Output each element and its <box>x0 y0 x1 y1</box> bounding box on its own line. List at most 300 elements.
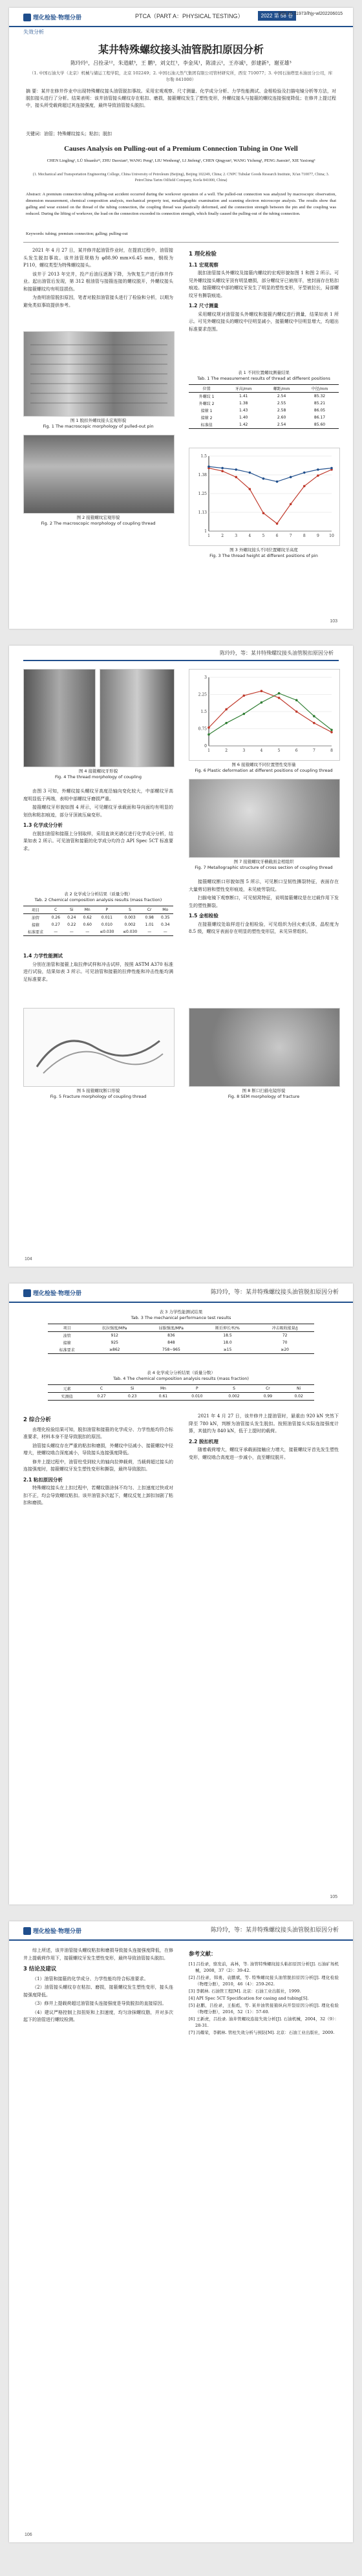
logo-mark-icon <box>23 1927 31 1935</box>
table-cell: ≥862 <box>109 1348 120 1352</box>
table-header-cell: 项目 <box>23 906 48 914</box>
data-point <box>290 476 292 479</box>
figure-7-caption <box>189 859 339 871</box>
affiliations-en: (1. Mechanical and Transportation Engineering College, China University of Petroleum (Beijing), Beijing 102249, China; 2. CNPC Tubular Goods Research Institute, Xi'an 710077, China; 3. PetroChina Tarim Oilfield Company, Korla 841000, China) <box>32 173 330 182</box>
page-4 <box>9 1921 353 2542</box>
doi: DOI:10.11973/lhjy-wl202206015 <box>278 12 343 16</box>
journal-header <box>9 1921 353 1941</box>
table-row <box>189 407 339 414</box>
abstract-cn: 摘 要：某井在修井作业中出现特殊螺纹接头油管脱扣事故。采用宏观观察、尺寸测量、化学成分分析、力学性能测试、金相检验及扫描电镜分析等方法，对脱扣接头进行了分析。结果表明：该井油管接头螺纹存在粘扣、磨损，接箍螺纹发生了塑性变形，外螺纹接头与接箍的螺纹连接强度降低；在修井上提过程中，接头所受载荷超过其连接强度，最终导致油管接头脱扣。 <box>26 89 336 108</box>
table-header-cell: P <box>178 1385 215 1393</box>
section-heading: 2 综合分析 <box>23 1417 51 1423</box>
paper-title-en: Causes Analysis on Pulling-out of a Premium Connection Tubing in One Well <box>64 145 298 153</box>
table-row <box>48 1393 314 1401</box>
table-header-cell: C <box>86 1385 117 1393</box>
table-cell: 0.60 <box>83 922 92 927</box>
x-tick-label: 2 <box>225 748 228 753</box>
data-point <box>290 503 292 505</box>
y-tick-label: 1.5 <box>200 710 207 714</box>
table-header-cell: 螺距/mm <box>262 385 301 393</box>
table-cell: 油管 <box>31 916 39 921</box>
references-column <box>189 1947 339 2036</box>
subsection-heading: 2.1 粘扣原因分析 <box>23 1476 63 1483</box>
table-cell: 油管 <box>63 1334 71 1338</box>
table-cell: 实测值 <box>61 1395 73 1399</box>
caption-cn: 图 8 断口扫描电镜形貌 <box>242 1088 286 1093</box>
table-header-cell: 抗拉强度/MPa <box>86 1324 143 1332</box>
y-tick-label: 1.25 <box>198 492 207 496</box>
table-header-cell: 位置 <box>189 385 224 393</box>
table-1-caption <box>189 370 339 382</box>
table-cell: ≤0.030 <box>100 930 114 934</box>
table-cell: 0.002 <box>228 1394 240 1399</box>
table-header-cell: C <box>48 906 64 914</box>
table-cell: 外螺纹 1 <box>198 395 215 399</box>
table-header-cell: 牙高/mm <box>224 385 262 393</box>
figure-2-caption <box>23 515 173 527</box>
table-cell: 85.21 <box>314 401 326 406</box>
caption-cn: 表 4 化学成分分析结果（质量分数） <box>147 1370 215 1375</box>
authors-cn: 陈玲玲¹，吕拴录¹²，朱道献³，王 鹏³，刘文红¹，李金凤¹，陈清云¹，王亦诚¹，彭建新³，谢亚雄³ <box>70 60 292 66</box>
paragraph: 修井上提过程中，油管柱受到较大的轴向拉伸载荷，当载荷超过接头的连接强度时，接箍螺纹牙发生塑性变形和撕裂，最终导致脱扣。 <box>23 1459 173 1472</box>
paragraph: 在接箍螺纹处取样进行金相检验，可见组织为回火索氏体，晶粒度为 8.5 级，螺纹牙表面存在明显的塑性变形层，未见异常组织。 <box>189 921 339 934</box>
y-tick-label: 1.5 <box>200 454 207 459</box>
paragraph: 扫描电镜下观察断口，可见韧窝特征，说明接箍螺纹是在过载作用下发生的塑性撕裂。 <box>189 895 339 908</box>
logo-mark-icon <box>23 14 31 21</box>
conclusion-item: （4）建议严格控制上扣扭矩和上扣速度，均匀涂抹螺纹脂，并对多次起下的油管进行螺纹检测。 <box>23 2009 173 2022</box>
table-cell: 0.010 <box>101 922 112 927</box>
caption-en: Fig. 8 SEM morphology of fracture <box>228 1094 300 1099</box>
y-tick-label: 1 <box>204 529 207 534</box>
table-4-caption <box>48 1370 314 1382</box>
figure-5-caption <box>23 1088 173 1100</box>
table-cell: 0.22 <box>67 922 76 927</box>
data-point <box>249 488 251 490</box>
table-2-caption <box>23 891 173 903</box>
data-point <box>278 692 281 695</box>
table-cell: 836 <box>167 1333 175 1338</box>
left-column <box>23 1413 173 1509</box>
paragraph: 由理化检验结果可知，脱扣油管和接箍的化学成分、力学性能均符合标准要求，材料本身不是导致脱扣的原因。 <box>23 1426 173 1439</box>
issue-badge: 2022 第 58 卷 <box>258 11 296 21</box>
table-cell: 0.61 <box>158 1394 168 1399</box>
left-column <box>23 1947 173 2025</box>
table-row <box>189 393 339 400</box>
reference-item: [7] 冯耀荣，李鹤林. 管柱失效分析与预防[M]. 北京：石油工业出版社，2009. <box>189 2029 335 2035</box>
table-cell: ≥20 <box>281 1348 289 1352</box>
table-cell: 0.27 <box>97 1394 106 1399</box>
table-cell: 接箍 <box>31 923 39 928</box>
table-cell: — <box>85 930 90 934</box>
paragraph: 脱扣油管接头外螺纹及接箍内螺纹的宏观形貌如图 1 和图 2 所示。可见外螺纹接头螺纹牙顶有明显磨损，部分螺纹牙已被削平，密封面存在粘扣痕迹。接箍螺纹中部的螺纹牙发生了明显的塑性变形，牙型被拉长，局部螺纹牙有撕裂痕迹。 <box>189 270 339 298</box>
x-tick-label: 1 <box>208 748 210 753</box>
paragraph: 由图 3 可知，外螺纹接头螺纹牙高度沿轴向变化较大，中部螺纹牙高度明显低于两端，表明中部螺纹牙磨损严重。 <box>23 789 173 802</box>
caption-cn: 图 6 接箍螺纹不同位置塑性变形量 <box>231 762 296 767</box>
table-cell: 接箍 2 <box>200 416 213 420</box>
article-category: 失效分析 <box>23 29 44 35</box>
table-header-cell: Mn <box>80 906 96 914</box>
table-cell: 2.55 <box>277 401 286 406</box>
page-number: 104 <box>25 1257 32 1261</box>
table-cell: 1.38 <box>239 401 248 406</box>
table-header-cell: Mo <box>157 906 173 914</box>
paragraph: 分别在油管和接箍上取拉伸试样和冲击试样，按照 ASTM A370 标准进行试验，结果如表 3 所示。可见油管和接箍的拉伸性能和冲击性能均满足标准要求。 <box>23 961 173 982</box>
data-point <box>262 512 265 514</box>
conclusion-item: （1）油管和接箍的化学成分、力学性能均符合标准要求。 <box>32 1976 149 1981</box>
table-cell: 0.011 <box>101 915 112 920</box>
table-cell: 848 <box>167 1340 175 1345</box>
left-column <box>23 788 173 854</box>
table-2 <box>23 906 173 936</box>
series-line <box>209 693 332 735</box>
table-header-cell: Ni <box>283 1385 314 1393</box>
table-header-cell: S <box>215 1385 252 1393</box>
paragraph: 随着载荷增大，螺纹牙承载面接触应力增大，接箍螺纹牙首先发生塑性变形，螺纹啮合高度进一步减小，直至螺纹脱开。 <box>189 1447 339 1460</box>
figure-3-chart <box>189 448 340 546</box>
table-cell: 925 <box>111 1340 118 1345</box>
deformation-line-chart <box>189 670 339 760</box>
figure-8-sem <box>189 1008 340 1087</box>
affiliations-cn: （1. 中国石油大学（北京）机械与储运工程学院，北京 102249；2. 中国石油天然气集团有限公司管材研究所，西安 710077；3. 中国石油塔里木油田分公司，库尔勒 841000） <box>29 71 333 82</box>
data-point <box>330 728 333 731</box>
reference-item: [2] 吕拴录，韩勇，袁鹏斌，等. 特殊螺纹接头油管脱扣原因分析[J]. 理化检验（物理分册），2010，46（4）：259-262. <box>189 1974 339 1987</box>
paragraph: 2021 年 4 月 27 日，该井修井上提油管时，悬重由 920 kN 突然下降至 780 kN，判断为油管接头发生脱扣。按照油管接头实际连接强度计算，其值约为 840 kN，低于上提时的载荷。 <box>189 1414 339 1434</box>
table-cell: 0.62 <box>83 915 92 920</box>
paragraph: 为查明油管脱扣原因，笔者对脱扣油管接头进行了检验和分析，以期为避免类似事故提供参考。 <box>23 295 173 308</box>
figure-6-chart <box>189 669 340 761</box>
table-cell: 18.0 <box>223 1340 232 1345</box>
caption-en: Fig. 6 Plastic deformation at different positions of coupling thread <box>195 768 333 773</box>
subsection-heading: 1.2 尺寸测量 <box>189 303 218 309</box>
caption-en: Tab. 4 The chemical composition analysis results (mass fraction) <box>113 1376 249 1381</box>
table-cell: 2.54 <box>277 422 286 427</box>
caption-en: Fig. 2 The macroscopic morphology of coupling thread <box>41 521 156 526</box>
paragraph: 特殊螺纹接头在上扣过程中，若螺纹脂涂抹不均匀、上扣速度过快或对扣不正，均会导致螺纹粘扣。该井油管多次起下，螺纹反复上卸扣加剧了粘扣和磨损。 <box>23 1485 173 1505</box>
table-cell: 2.60 <box>277 415 286 420</box>
journal-header <box>9 8 353 27</box>
x-tick-label: 6 <box>275 534 279 538</box>
data-point <box>235 468 237 471</box>
page-number: 106 <box>25 2533 32 2537</box>
data-point <box>295 699 298 702</box>
figure-4a-photo <box>23 669 96 767</box>
paragraph: 采用螺纹规对油管接头外螺纹和接箍内螺纹进行测量，结果如表 1 所示。可见外螺纹接头的螺纹中径明显减小，接箍螺纹中径明显增大，均超出标准要求范围。 <box>189 311 339 332</box>
table-cell: 接箍 1 <box>200 409 213 413</box>
table-row <box>48 1332 314 1340</box>
caption-cn: 图 7 接箍螺纹牙横截面金相组织 <box>233 859 294 864</box>
logo-text: 理化检验·物理分册 <box>33 14 81 21</box>
x-tick-label: 2 <box>221 534 224 538</box>
running-title: 陈玲玲，等：某井特殊螺纹接头油管脱扣原因分析 <box>210 1289 339 1295</box>
x-tick-label: 8 <box>303 534 306 538</box>
running-title: 陈玲玲，等：某井特殊螺纹接头油管脱扣原因分析 <box>220 650 334 656</box>
references-heading: 参考文献： <box>189 1951 217 1958</box>
figure-3-caption <box>189 547 339 559</box>
journal-logo <box>23 1925 83 1936</box>
fracture-illustration <box>24 1009 174 1086</box>
table-row <box>48 1346 314 1354</box>
page-1 <box>9 8 353 629</box>
subsection-heading: 1.1 宏观观察 <box>189 261 218 268</box>
table-header-cell: P <box>96 906 119 914</box>
table-header-cell: S <box>118 906 142 914</box>
data-point <box>313 722 315 725</box>
keywords-cn: 关键词：油管；特殊螺纹接头；粘扣；脱扣 <box>26 131 112 136</box>
table-cell: 标准要求 <box>27 930 43 935</box>
paragraph: 综上所述，该井油管接头螺纹粘扣和磨损导致接头连接强度降低，在修井上提载荷作用下，接箍螺纹牙发生塑性变形，最终导致油管接头脱扣。 <box>23 1948 173 1961</box>
left-column <box>23 247 173 311</box>
data-point <box>235 476 237 479</box>
reference-item: [6] 王新虎，吕拴录. 油井管螺纹连接失效分析[J]. 石油机械，2004，32（9）：28-31. <box>189 2016 339 2028</box>
reference-item: [3] 李鹤林. 石油管工程[M]. 北京：石油工业出版社，1999. <box>189 1988 301 1994</box>
reference-item: [1] 吕拴录，骆发前，高林，等. 油管特殊螺纹接头粘扣原因分析[J]. 石油矿场机械，2008，37（2）：39-42. <box>189 1961 339 1973</box>
journal-name: PTCA（PART A：PHYSICAL TESTING） <box>135 13 244 19</box>
journal-logo <box>23 12 83 22</box>
y-tick-label: 0 <box>204 744 207 748</box>
y-tick-label: 2.25 <box>198 692 207 697</box>
table-row <box>48 1339 314 1346</box>
table-row <box>23 914 173 922</box>
table-header-cell: 冲击吸收能量/J <box>255 1324 314 1332</box>
page-number: 105 <box>330 1895 337 1899</box>
data-point <box>317 468 319 471</box>
logo-mark-icon <box>23 1289 31 1297</box>
data-point <box>249 472 251 474</box>
data-point <box>208 734 210 736</box>
table-cell: 1.40 <box>239 415 248 420</box>
data-point <box>221 467 224 470</box>
right-column <box>189 1413 339 1463</box>
table-cell: 0.02 <box>294 1394 303 1399</box>
table-header-cell: 元素 <box>48 1385 86 1393</box>
authors-en: CHEN Lingling¹, LÜ Shuanlu¹², ZHU Daoxian³, WANG Peng³, LIU Wenhong¹, LI Jinfeng¹, CHEN Qingyun¹, WANG Yicheng¹, PENG Jianxin³, XIE Yaxiong³ <box>47 158 315 163</box>
figure-4-caption <box>23 769 173 780</box>
table-header-cell: 项目 <box>48 1324 86 1332</box>
data-point <box>317 474 319 477</box>
figure-7-micrograph <box>189 779 340 858</box>
caption-en: Tab. 1 The measurement results of thread at different positions <box>197 376 330 381</box>
x-tick-label: 5 <box>277 748 281 753</box>
caption-en: Fig. 5 Fracture morphology of coupling thread <box>50 1094 147 1099</box>
data-point <box>276 481 279 483</box>
conclusion-item: （2）油管接头螺纹存在粘扣、磨损，接箍螺纹发生塑性变形，接头连接强度降低。 <box>23 1985 173 1998</box>
table-cell: ≥15 <box>223 1348 232 1352</box>
x-tick-label: 8 <box>330 748 333 753</box>
table-cell: 0.23 <box>128 1394 137 1399</box>
table-cell: 0.99 <box>263 1394 273 1399</box>
section-heading: 3 结论及建议 <box>23 1966 57 1972</box>
table-header-cell: Cr <box>142 906 158 914</box>
data-point <box>303 472 306 474</box>
y-tick-label: 1.38 <box>198 473 207 477</box>
table-3 <box>48 1324 314 1354</box>
data-point <box>242 694 245 697</box>
table-cell: 0.002 <box>124 922 136 927</box>
figure-5-photo <box>23 1008 175 1087</box>
data-point <box>262 477 265 480</box>
table-cell: 0.003 <box>124 915 136 920</box>
paragraph: 接箍螺纹牙形貌如图 4 所示，可见螺纹牙承载面和导向面均有明显的划伤和粘扣痕迹，部分牙顶被压扁变形。 <box>23 805 173 818</box>
table-header-cell: Mn <box>148 1385 179 1393</box>
page-number: 103 <box>330 619 337 624</box>
table-cell: 70 <box>282 1340 288 1345</box>
y-tick-label: 0.75 <box>198 726 207 732</box>
table-cell: ≤0.030 <box>122 930 138 934</box>
caption-cn: 表 2 化学成分分析结果（质量分数） <box>64 891 133 897</box>
paragraph: 该井于 2013 年完井，投产后油压逐渐下降，为恢复生产进行修井作业。起出油管后发现，第 312 根油管与接箍连接的螺纹脱开，外螺纹接头和接箍螺纹均有明显损伤。 <box>23 271 173 292</box>
series-line <box>209 468 332 524</box>
table-header-cell: 中径/mm <box>301 385 339 393</box>
paragraph: 油管接头螺纹存在严重的粘扣和磨损，外螺纹中径减小、接箍螺纹中径增大，使螺纹啮合深度减小，导致接头连接强度降低。 <box>23 1443 173 1456</box>
caption-cn: 图 2 接箍螺纹宏观形貌 <box>76 515 120 520</box>
table-row <box>189 421 339 429</box>
x-tick-label: 10 <box>329 534 334 538</box>
section-heading: 1 理化检验 <box>189 251 217 257</box>
caption-en: Tab. 3 The mechanical performance test results <box>131 1315 231 1320</box>
table-cell: 85.32 <box>314 394 326 398</box>
table-cell: 0.26 <box>51 915 60 920</box>
table-cell: 1.42 <box>239 422 248 427</box>
figure-2-photo <box>23 435 175 514</box>
logo-text: 理化检验·物理分册 <box>33 1928 81 1935</box>
x-tick-label: 5 <box>262 534 265 538</box>
caption-cn: 图 5 接箍螺纹断口形貌 <box>76 1088 120 1093</box>
logo-text: 理化检验·物理分册 <box>33 1290 81 1297</box>
table-header-cell: 屈服强度/MPa <box>143 1324 200 1332</box>
header-rule <box>23 660 339 661</box>
data-point <box>221 470 224 472</box>
caption-en: Fig. 7 Metallographic structure of cross section of coupling thread <box>195 865 333 870</box>
table-cell: 912 <box>111 1333 118 1338</box>
table-cell: 2.58 <box>277 408 286 413</box>
page-2 <box>9 646 353 1267</box>
paragraph: 在脱扣油管和接箍上分别取样，采用直读光谱仪进行化学成分分析，结果如表 2 所示。可见油管和接箍的化学成分均符合 API Spec 5CT 标准要求。 <box>23 831 173 851</box>
data-point <box>225 722 228 725</box>
table-row <box>189 400 339 407</box>
data-point <box>276 523 279 525</box>
subsection-heading: 1.4 力学性能测试 <box>23 953 63 959</box>
reference-item: [5] 赵鹏，吕拴录，王振彪，等. 某井油管接箍纵向开裂原因分析[J]. 理化检验（物理分册），2016，52（1）：57-60. <box>189 2002 339 2014</box>
x-tick-label: 6 <box>295 748 298 753</box>
data-point <box>261 690 263 692</box>
table-row <box>23 921 173 928</box>
table-cell: — <box>69 930 74 934</box>
data-point <box>330 467 333 470</box>
table-cell: 0.010 <box>191 1394 203 1399</box>
table-row <box>23 928 173 936</box>
table-4 <box>48 1384 314 1401</box>
data-point <box>330 731 333 734</box>
table-row <box>189 414 339 421</box>
journal-header <box>9 1283 353 1303</box>
x-tick-label: 7 <box>312 748 315 753</box>
data-point <box>208 726 210 729</box>
table-cell: 0.98 <box>145 915 154 920</box>
paragraph: 接箍螺纹断口形貌如图 5 所示，可见断口呈韧性撕裂特征，表面存在大量剪切唇和塑性变形痕迹，未见疲劳裂纹。 <box>189 879 339 892</box>
caption-cn: 图 4 接箍螺纹牙形貌 <box>78 769 118 774</box>
subsection-heading: 1.5 金相检验 <box>189 913 218 919</box>
data-point <box>242 713 245 715</box>
journal-logo <box>23 1287 83 1298</box>
table-header-cell: Si <box>117 1385 148 1393</box>
data-point <box>295 710 298 713</box>
table-cell: 标准值 <box>200 423 213 428</box>
figure-6-caption <box>189 762 339 774</box>
caption-en: Fig. 3 The thread height at different positions of pin <box>209 553 318 558</box>
table-cell: 0.34 <box>161 922 170 927</box>
paragraph: 2021 年 4 月 27 日，某井修井起油管作业时，在提放过程中，油管接头发生脱扣事故。该井油管规格为 φ88.90 mm×6.45 mm，钢级为 P110，螺纹类型为特殊螺纹接头。 <box>23 248 173 268</box>
caption-en: Tab. 2 Chemical composition analysis results (mass fraction) <box>34 897 162 902</box>
x-tick-label: 4 <box>248 534 251 538</box>
data-point <box>313 715 315 717</box>
y-tick-label: 3 <box>204 675 207 680</box>
left-column-lower <box>23 950 173 985</box>
page-3 <box>9 1283 353 1905</box>
table-cell: — <box>54 930 58 934</box>
x-tick-label: 7 <box>289 534 292 538</box>
running-title: 陈玲玲，等：某井特殊螺纹接头油管脱扣原因分析 <box>210 1927 339 1933</box>
caption-cn: 图 3 外螺纹接头不同位置螺纹牙高度 <box>229 547 298 552</box>
figure-1-photo <box>23 331 175 417</box>
thread-photo-illustration <box>24 332 174 416</box>
abstract-en: Abstract: A premium connection tubing pulling-out accident occurred during the workover operation of a well. The pulled-out connection was analyzed by macroscopic observation, dimension measurement, chemical composition analysis, mechanical property test, metallographic examination and scanning electron microscope analysis. The results show that galling and wear existed on the thread of the tubing connection, the coupling thread was plastically deformed, and the connection strength between the pin and the coupling was reduced. During the lifting of workover, the load on the connection exceeded its connection strength, which finally caused the pulling-out of the tubing connection. <box>26 192 336 216</box>
x-tick-label: 1 <box>208 534 210 538</box>
table-cell: 外螺纹 2 <box>198 402 215 406</box>
table-cell: 0.35 <box>161 915 170 920</box>
paper-title-cn: 某井特殊螺纹接头油管脱扣原因分析 <box>98 43 264 56</box>
subsection-heading: 2.2 脱扣机理 <box>189 1438 218 1445</box>
table-cell: 85.60 <box>314 422 326 427</box>
x-tick-label: 9 <box>316 534 319 538</box>
table-cell: 1.41 <box>239 394 248 398</box>
figure-4b-photo <box>100 669 175 767</box>
table-header-cell: Cr <box>253 1385 284 1393</box>
table-cell: 18.5 <box>223 1333 232 1338</box>
thread-height-line-chart <box>189 448 339 545</box>
table-1 <box>189 384 339 429</box>
table-cell: — <box>163 930 167 934</box>
right-column <box>189 879 339 937</box>
caption-cn: 图 1 脱扣外螺纹接头宏观形貌 <box>70 418 127 423</box>
table-cell: 86.17 <box>314 415 326 420</box>
caption-en: Fig. 1 The macroscopic morphology of pulled-out pin <box>43 424 154 429</box>
x-tick-label: 3 <box>235 534 238 538</box>
data-point <box>303 485 306 488</box>
table-cell: 0.24 <box>67 915 76 920</box>
caption-cn: 表 1 不同位置螺纹测量结果 <box>238 370 290 375</box>
table-cell: 接箍 <box>63 1341 71 1346</box>
table-cell: 0.27 <box>51 922 60 927</box>
table-header-cell: 断后伸长率/% <box>200 1324 256 1332</box>
y-tick-label: 1.13 <box>198 510 207 515</box>
figure-1-caption <box>23 418 173 430</box>
table-cell: 758~965 <box>162 1348 180 1352</box>
conclusion-item: （3）修井上提载荷超过油管接头连接强度是导致脱扣的直接原因。 <box>32 2001 167 2006</box>
right-column <box>189 247 339 334</box>
data-point <box>278 697 281 699</box>
data-point <box>208 465 210 468</box>
divider <box>23 242 339 243</box>
keywords-en: Keywords: tubing; premium connection; galling; pulling-out <box>26 232 128 236</box>
caption-cn: 表 3 力学性能测试结果 <box>159 1309 203 1315</box>
subsection-heading: 1.3 化学成分分析 <box>23 822 63 828</box>
table-cell: — <box>147 930 152 934</box>
table-cell: 标准要求 <box>59 1348 75 1353</box>
caption-en: Fig. 4 The thread morphology of coupling <box>54 774 142 780</box>
reference-item: [4] API Spec 5CT Specification for casing and tubing[S]. <box>189 1995 309 2001</box>
data-point <box>225 708 228 711</box>
table-cell: 2.54 <box>277 394 286 398</box>
